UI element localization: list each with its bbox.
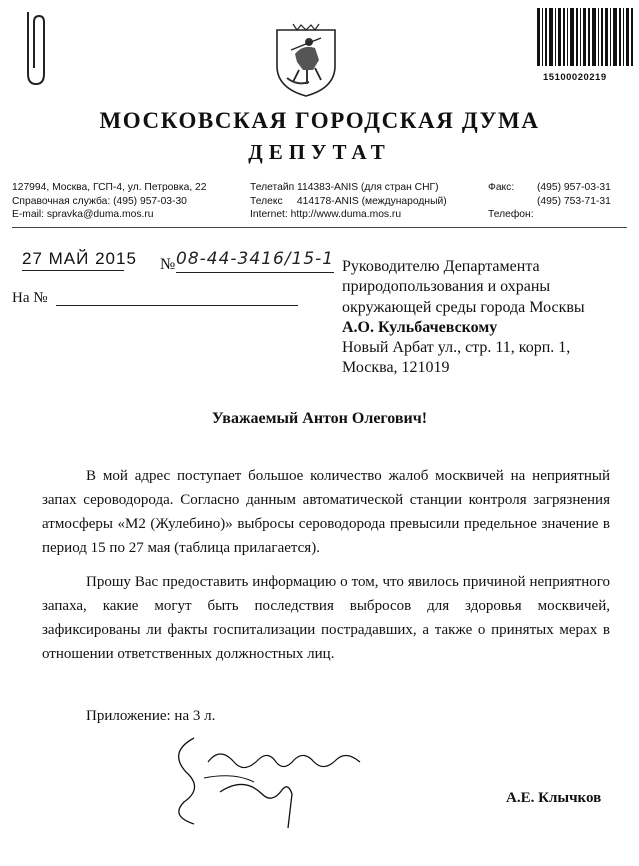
email: E-mail: spravka@duma.mos.ru	[12, 209, 154, 220]
moscow-coat-of-arms-icon	[273, 20, 339, 98]
position-title: ДЕПУТАТ	[248, 140, 391, 164]
help-desk: Справочная служба: (495) 957-03-30	[12, 195, 187, 207]
barcode-icon	[537, 8, 633, 66]
internet: Internet: http://www.duma.mos.ru	[250, 209, 402, 220]
contacts-labels-block	[488, 181, 534, 222]
handwritten-signature	[164, 732, 374, 832]
addressee-name: А.О. Кульбачевскому	[342, 318, 498, 336]
barcode	[537, 8, 633, 66]
reply-to-underline	[56, 305, 298, 306]
telex: Телекс 414178-ANIS (международный)	[250, 195, 447, 207]
phone-label: Телефон:	[488, 209, 534, 220]
attachment-note: Приложение: на 3 л.	[86, 708, 216, 724]
number-label: №	[160, 256, 176, 273]
letter-date-stamp: 27 МАЙ 2015	[22, 249, 137, 268]
addressee-line-1: Руководителю Департамента	[342, 258, 540, 275]
fax-number-2: (495) 753-71-31	[537, 195, 611, 207]
contacts-address-block	[12, 181, 207, 222]
registration-number: 08-44-3416/15-1	[176, 249, 335, 269]
addressee-address-1: Новый Арбат ул., стр. 11, корп. 1,	[342, 339, 571, 357]
reply-to-label: На №	[12, 290, 48, 306]
contacts-fax-numbers	[537, 181, 611, 208]
fax-label: Факс:	[488, 182, 515, 193]
organization-title: МОСКОВСКАЯ ГОРОДСКАЯ ДУМА	[99, 108, 540, 133]
teletype: Телетайп 114383-ANIS (для стран СНГ)	[250, 182, 439, 193]
barcode-number: 15100020219	[543, 72, 607, 83]
addressee-block	[342, 257, 585, 379]
paper-clip-icon	[14, 8, 54, 88]
letter-body	[42, 464, 610, 676]
addressee-line-3: окружающей среды города Москвы	[342, 298, 585, 316]
addressee-line-2: природопользования и охраны	[342, 278, 551, 296]
date-underline	[22, 270, 124, 271]
fax-number-1: (495) 957-03-31	[537, 182, 611, 193]
signer-name: А.Е. Клычков	[506, 790, 602, 806]
contacts-telecom-block	[250, 181, 447, 222]
greeting: Уважаемый Антон Олегович!	[211, 410, 428, 427]
header-divider	[12, 227, 627, 228]
number-underline	[176, 272, 334, 273]
paragraph-2: Прошу Вас предоставить информацию о том, что явилось причиной неприятного запаха, какие могут быть последствия выбросов для здоровья москвичей, зафиксированы ли факты госпитализации пострадавших, а также о принятых мерах в отношении ответственных должностных лиц.	[42, 574, 610, 662]
postal-address: 127994, Москва, ГСП-4, ул. Петровка, 22	[12, 182, 207, 193]
paragraph-1: В мой адрес поступает большое количество жалоб москвичей на неприятный запах сероводорода. Согласно данным автоматической станции контроля загрязнения атмосферы «М2 (Жулебино)» выбросы сероводорода превысили предельное значение в период 15 по 27 мая (таблица прилагается).	[42, 468, 610, 556]
addressee-address-2: Москва, 121019	[342, 359, 450, 377]
